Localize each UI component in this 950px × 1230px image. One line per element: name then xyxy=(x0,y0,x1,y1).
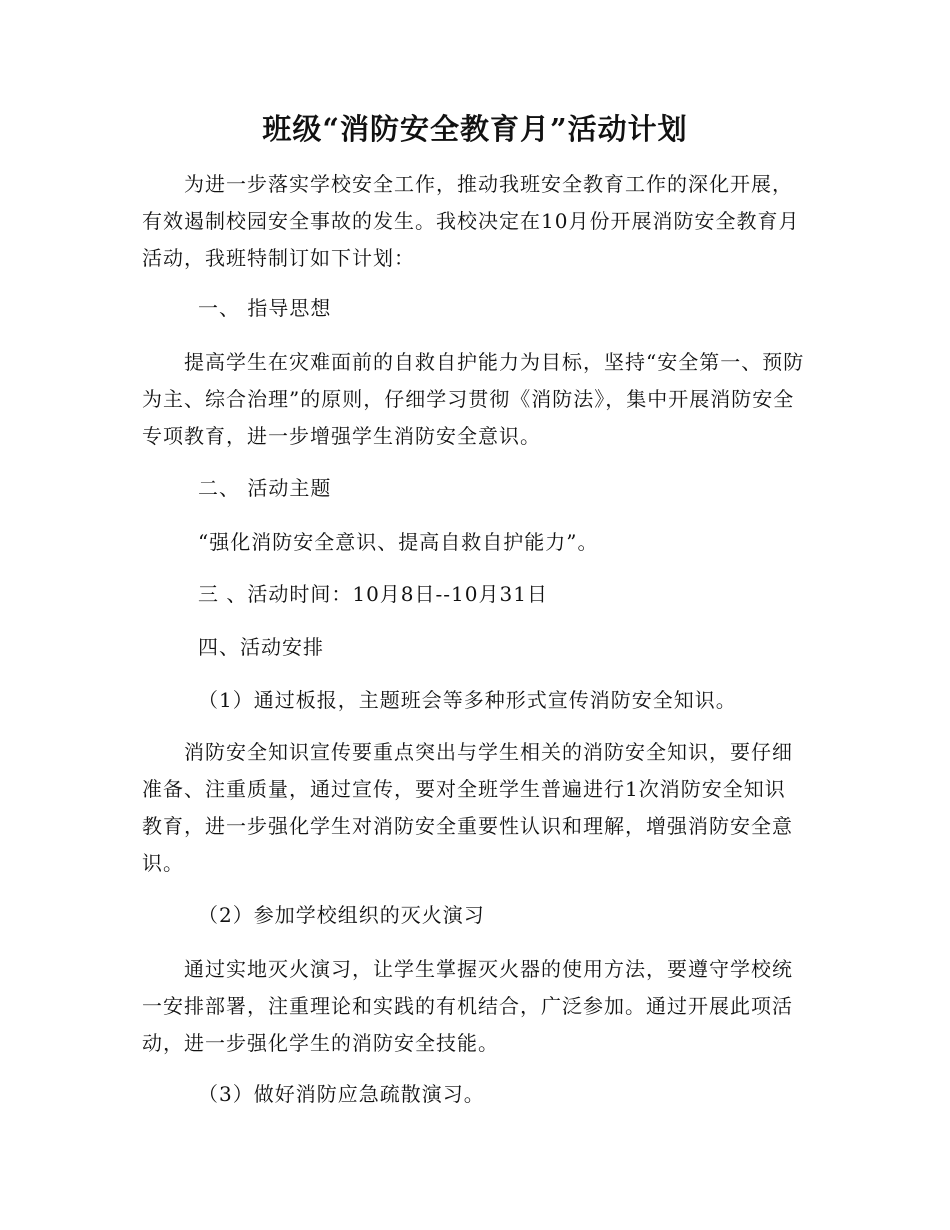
document-title: 班级“消防安全教育月”活动计划 xyxy=(262,112,688,146)
item2-paragraph: 通过实地灭火演习，让学生掌握灭火器的使用方法，要遵守学校统一安排部署，注重理论和实践的有机结合，广泛参加。通过开展此项活动，进一步强化学生的消防安全技能。 xyxy=(142,957,793,1055)
item1-heading: （1）通过板报，主题班会等多种形式宣传消防安全知识。 xyxy=(198,688,737,712)
item1-paragraph: 消防安全知识宣传要重点突出与学生相关的消防安全知识，要仔细准备、注重质量，通过宣传，要对全班学生普遍进行1次消防安全知识教育，进一步强化学生对消防安全重要性认识和理解，增强消防安全意识。 xyxy=(142,740,793,875)
section3-heading: 三 、活动时间：10月8日--10月31日 xyxy=(198,582,548,606)
item3-heading: （3）做好消防应急疏散演习。 xyxy=(198,1082,485,1106)
section4-heading: 四、活动安排 xyxy=(198,635,324,659)
section2-heading: 二、 活动主题 xyxy=(198,476,332,500)
intro-paragraph: 为进一步落实学校安全工作，推动我班安全教育工作的深化开展，有效遏制校园安全事故的发生。我校决定在10月份开展消防安全教育月活动，我班特制订如下计划： xyxy=(142,172,800,270)
item2-heading: （2）参加学校组织的灭火演习 xyxy=(198,903,485,927)
section2-paragraph: “强化消防安全意识、提高自救自护能力”。 xyxy=(198,530,599,554)
section1-heading: 一、 指导思想 xyxy=(198,296,332,320)
section1-paragraph: 提高学生在灾难面前的自救自护能力为目标，坚持“安全第一、预防为主、综合治理”的原则，仔细学习贯彻《消防法》，集中开展消防安全专项教育，进一步增强学生消防安全意识。 xyxy=(142,350,805,448)
